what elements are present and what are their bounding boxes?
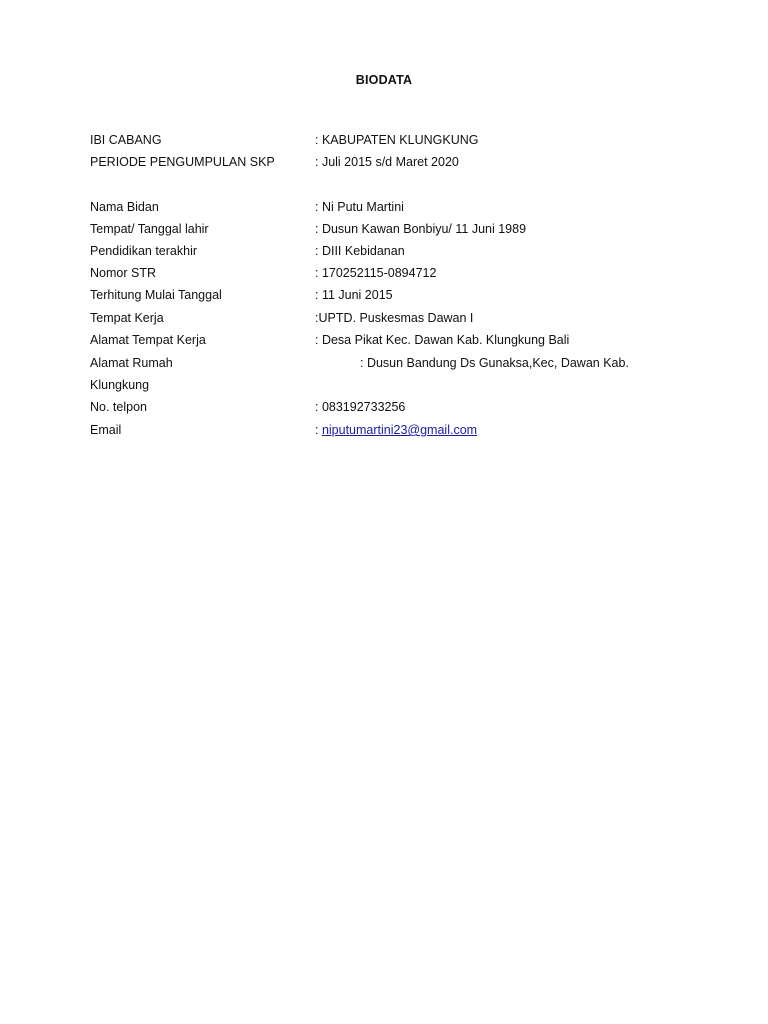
label-no-telpon: No. telpon <box>90 400 147 414</box>
value-periode-pengumpulan-skp: : Juli 2015 s/d Maret 2020 <box>315 155 459 169</box>
value-nama-bidan: : Ni Putu Martini <box>315 200 404 214</box>
value-tempat-kerja: :UPTD. Puskesmas Dawan I <box>315 311 474 325</box>
alamat-rumah-continuation: Klungkung <box>90 378 150 392</box>
value-nomor-str: : 170252115-0894712 <box>315 266 437 280</box>
label-alamat-rumah: Alamat Rumah <box>90 356 173 370</box>
label-alamat-tempat-kerja: Alamat Tempat Kerja <box>90 333 206 347</box>
value-ibi-cabang: : KABUPATEN KLUNGKUNG <box>315 133 479 147</box>
label-nomor-str: Nomor STR <box>90 266 156 280</box>
label-terhitung-mulai-tanggal: Terhitung Mulai Tanggal <box>90 288 222 302</box>
value-alamat-rumah: : Dusun Bandung Ds Gunaksa,Kec, Dawan Kab. <box>360 356 629 370</box>
label-ibi-cabang: IBI CABANG <box>90 133 162 147</box>
value-tempat-tanggal-lahir: : Dusun Kawan Bonbiyu/ 11 Juni 1989 <box>315 222 527 236</box>
value-email: : niputumartini23@gmail.com <box>315 423 478 437</box>
email-link[interactable]: niputumartini23@gmail.com <box>321 423 478 437</box>
label-pendidikan-terakhir: Pendidikan terakhir <box>90 244 198 258</box>
label-nama-bidan: Nama Bidan <box>90 200 159 214</box>
value-no-telpon: : 083192733256 <box>315 400 406 414</box>
value-terhitung-mulai-tanggal: : 11 Juni 2015 <box>315 288 393 302</box>
label-email: Email <box>90 423 122 437</box>
label-periode-pengumpulan-skp: PERIODE PENGUMPULAN SKP <box>90 155 275 169</box>
value-alamat-tempat-kerja: : Desa Pikat Kec. Dawan Kab. Klungkung Bali <box>315 333 570 347</box>
label-tempat-tanggal-lahir: Tempat/ Tanggal lahir <box>90 222 209 236</box>
label-tempat-kerja: Tempat Kerja <box>90 311 164 325</box>
value-pendidikan-terakhir: : DIII Kebidanan <box>315 244 405 258</box>
document-title: BIODATA <box>355 73 413 87</box>
